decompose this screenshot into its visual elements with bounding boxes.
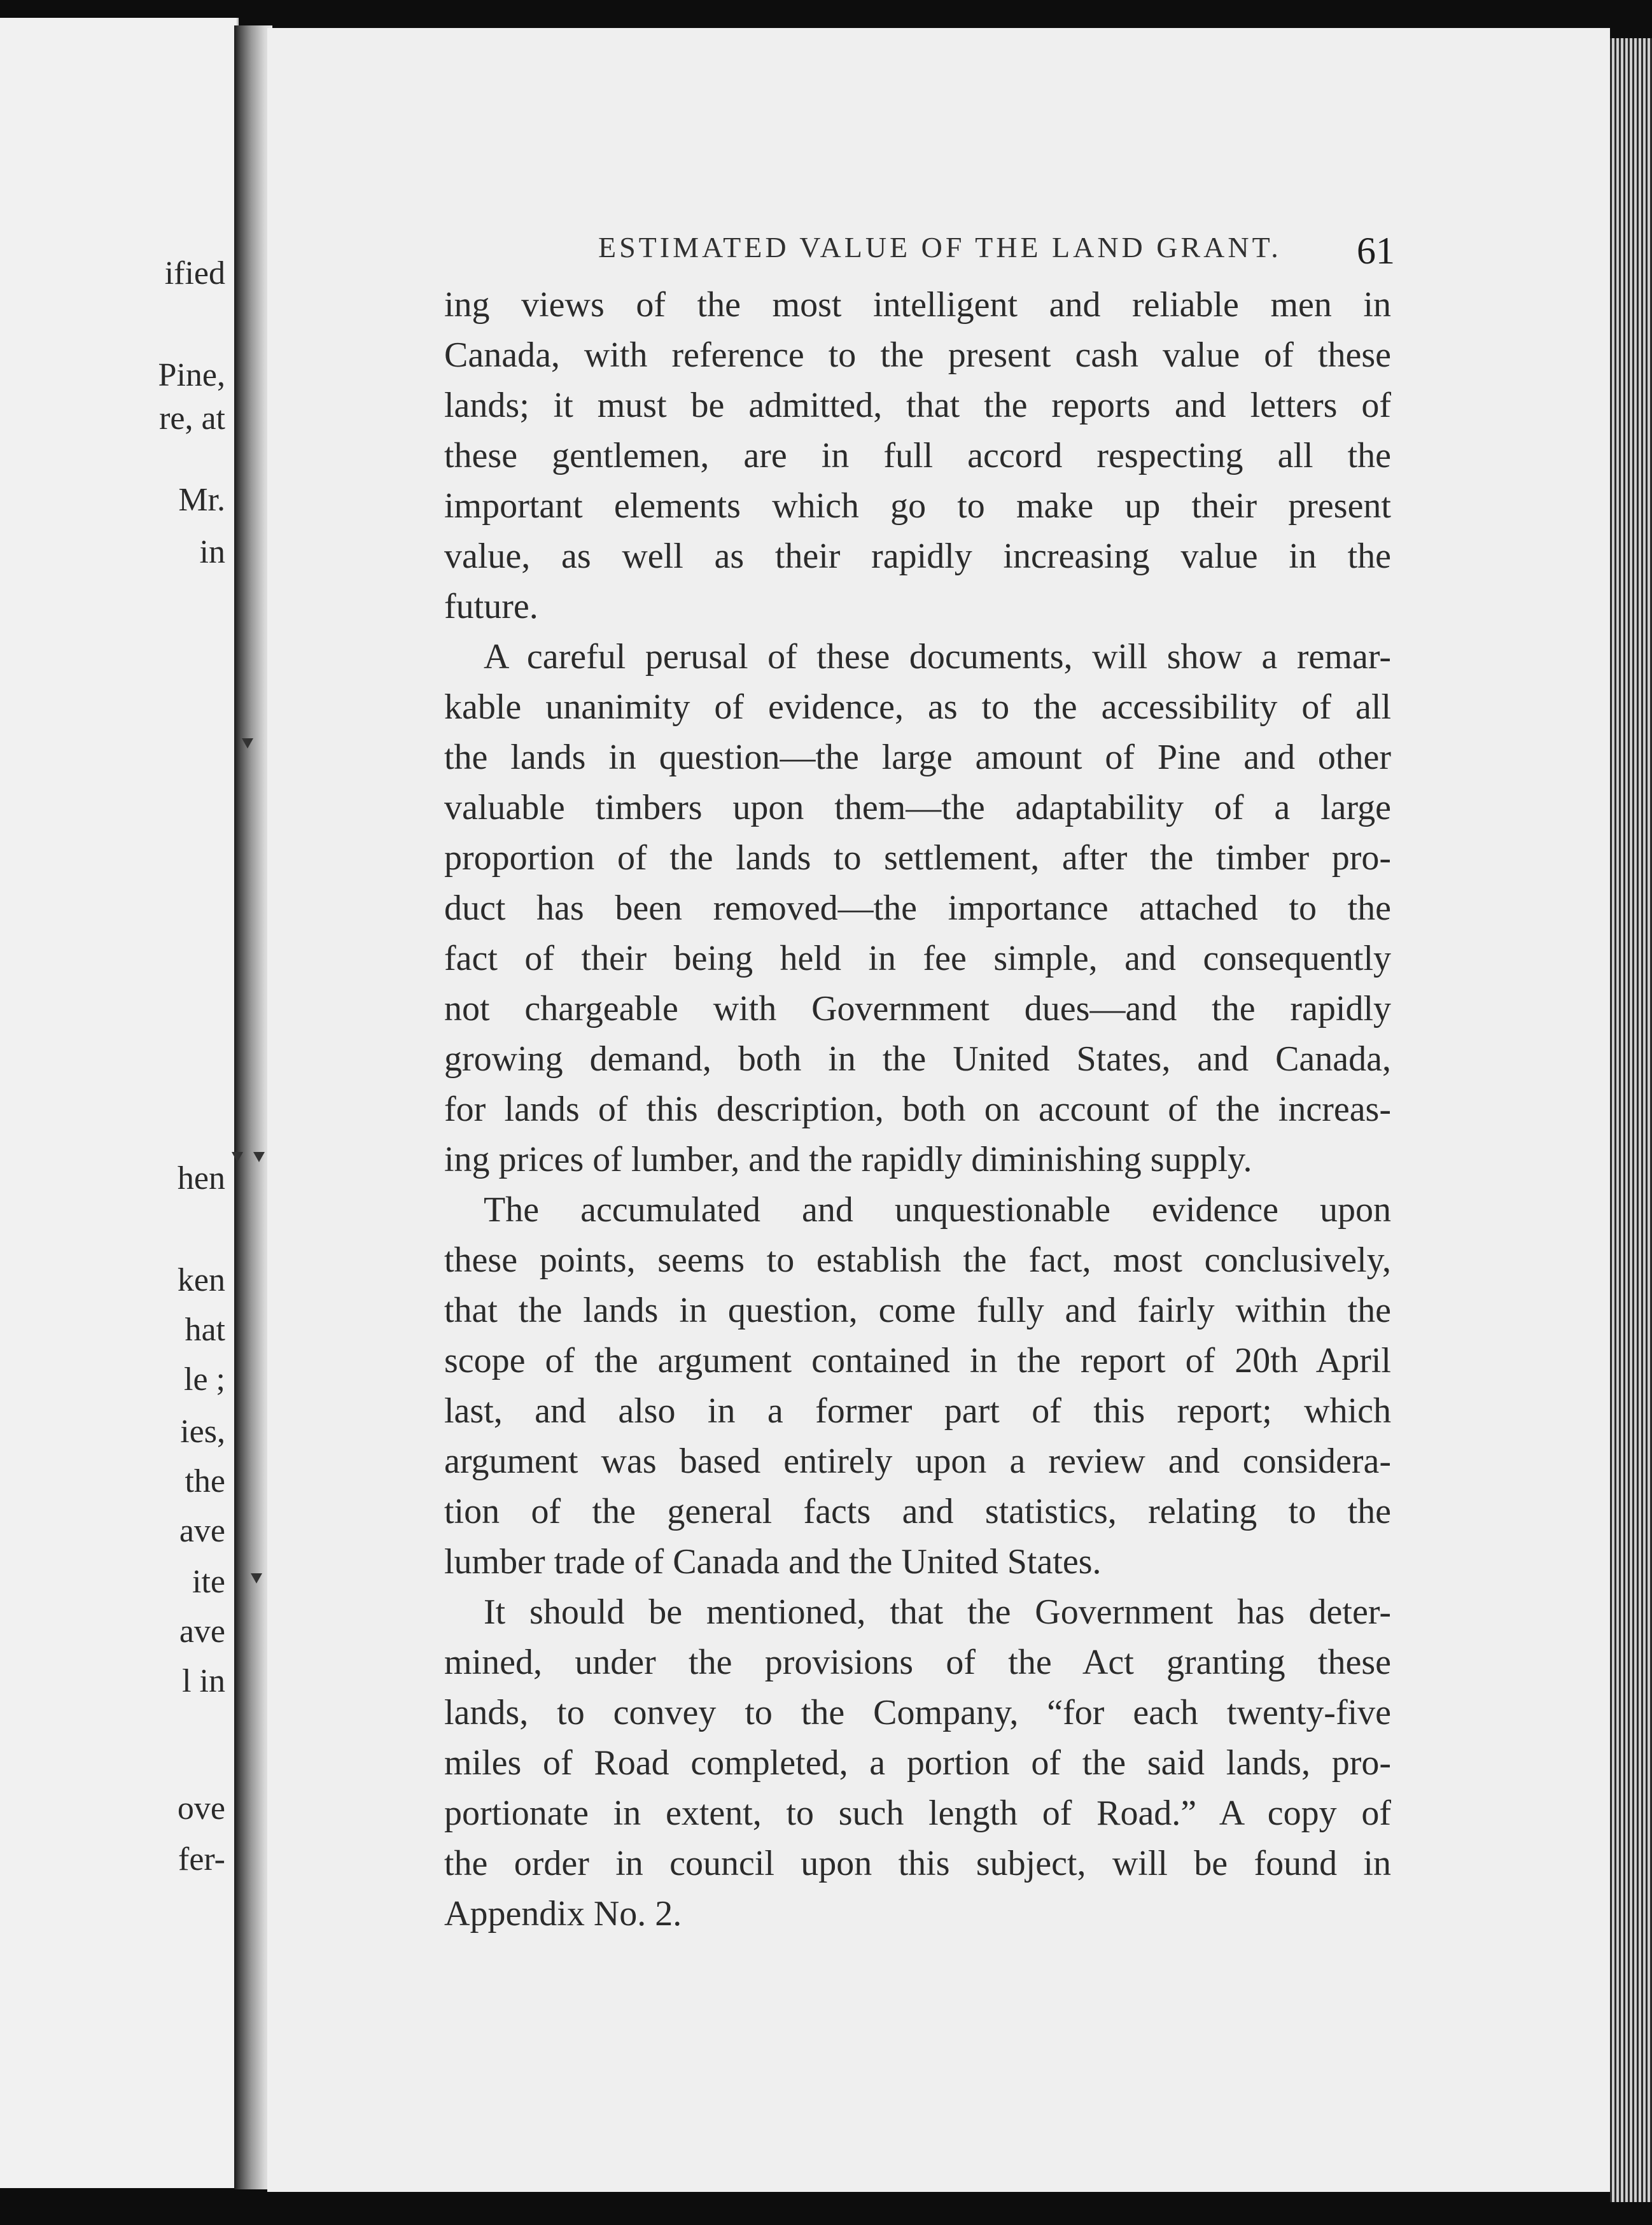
paragraph (444, 632, 1391, 1185)
facing-page-text-fragment: Pine, (158, 357, 225, 393)
text-line: ing prices of lumber, and the rapidly diminishing supply. (444, 1140, 1252, 1179)
text-line: argument was based entirely upon a review and considera- (444, 1442, 1391, 1481)
text-line: ing views of the most intelligent and reliable men in (444, 285, 1391, 325)
facing-page-left (0, 18, 239, 2188)
text-line: duct has been removed—the importance attached to the (444, 888, 1391, 928)
text-line: Canada, with reference to the present cash value of these (444, 335, 1391, 375)
page-number: 61 (1357, 230, 1395, 272)
paragraph (444, 1185, 1391, 1587)
binding-mark (251, 1573, 262, 1583)
text-line: It should be mentioned, that the Government has deter- (484, 1592, 1391, 1632)
text-line: value, as well as their rapidly increasing value in the (444, 537, 1391, 576)
running-head: ESTIMATED VALUE OF THE LAND GRANT. (598, 231, 1282, 263)
text-line: future. (444, 587, 538, 626)
text-line: lands, to convey to the Company, “for each twenty-five (444, 1693, 1391, 1732)
paragraph (444, 1587, 1391, 1939)
text-line: growing demand, both in the United States, and Canada, (444, 1039, 1391, 1079)
page-edges-stack (1610, 38, 1652, 2202)
text-line: proportion of the lands to settlement, after the timber pro- (444, 838, 1391, 878)
text-line: tion of the general facts and statistics, relating to the (444, 1492, 1391, 1531)
text-line: that the lands in question, come fully and fairly within the (444, 1291, 1391, 1330)
binding-mark (232, 1152, 243, 1162)
text-line: these gentlemen, are in full accord respecting all the (444, 436, 1391, 475)
text-line: miles of Road completed, a portion of the said lands, pro- (444, 1743, 1391, 1783)
text-line: the order in council upon this subject, will be found in (444, 1844, 1391, 1883)
facing-page-text-fragment: ove (177, 1790, 225, 1827)
binding-mark (253, 1152, 265, 1162)
text-line: for lands of this description, both on account of the increas- (444, 1090, 1391, 1129)
text-line: kable unanimity of evidence, as to the accessibility of all (444, 687, 1391, 727)
facing-page-text-fragment: ave (179, 1613, 225, 1650)
text-line: these points, seems to establish the fact, most conclusively, (444, 1240, 1391, 1280)
body-text (444, 280, 1391, 1939)
facing-page-text-fragment: ified (164, 255, 225, 291)
facing-page-text-fragment: le ; (184, 1361, 225, 1398)
text-line: mined, under the provisions of the Act granting these (444, 1643, 1391, 1682)
facing-page-text-fragment: ave (179, 1513, 225, 1549)
text-line: lands; it must be admitted, that the reports and letters of (444, 386, 1391, 425)
facing-page-text-fragment: Mr. (178, 482, 225, 518)
text-line: valuable timbers upon them—the adaptability of a large (444, 788, 1391, 827)
text-line: fact of their being held in fee simple, and consequently (444, 939, 1391, 978)
text-line: lumber trade of Canada and the United States. (444, 1542, 1102, 1582)
facing-page-text-fragment: hen (177, 1160, 225, 1197)
facing-page-text-fragment: ite (192, 1564, 225, 1600)
facing-page-text-fragment: l in (182, 1663, 225, 1699)
text-line: A careful perusal of these documents, will show a remar- (484, 637, 1391, 677)
text-line: last, and also in a former part of this report; which (444, 1391, 1391, 1431)
facing-page-text-fragment: ken (177, 1262, 225, 1298)
text-line: not chargeable with Government dues—and the rapidly (444, 989, 1391, 1028)
text-line: The accumulated and unquestionable evidence upon (484, 1190, 1391, 1230)
facing-page-text-fragment: hat (185, 1312, 225, 1348)
facing-page-text-fragment: in (199, 534, 225, 570)
text-line: portionate in extent, to such length of Road.” A copy of (444, 1793, 1391, 1833)
text-line: important elements which go to make up their present (444, 486, 1391, 526)
facing-page-text-fragment: ies, (180, 1414, 225, 1450)
binding-mark (242, 738, 253, 748)
text-line: the lands in question—the large amount of Pine and other (444, 738, 1391, 777)
facing-page-text-fragment: fer- (178, 1841, 225, 1878)
facing-page-text-fragment: the (185, 1463, 225, 1499)
facing-page-text-fragment: re, at (159, 400, 225, 437)
paragraph (444, 280, 1391, 632)
book-gutter (234, 25, 272, 2189)
text-line: Appendix No. 2. (444, 1894, 682, 1934)
text-line: scope of the argument contained in the report of 20th April (444, 1341, 1391, 1380)
